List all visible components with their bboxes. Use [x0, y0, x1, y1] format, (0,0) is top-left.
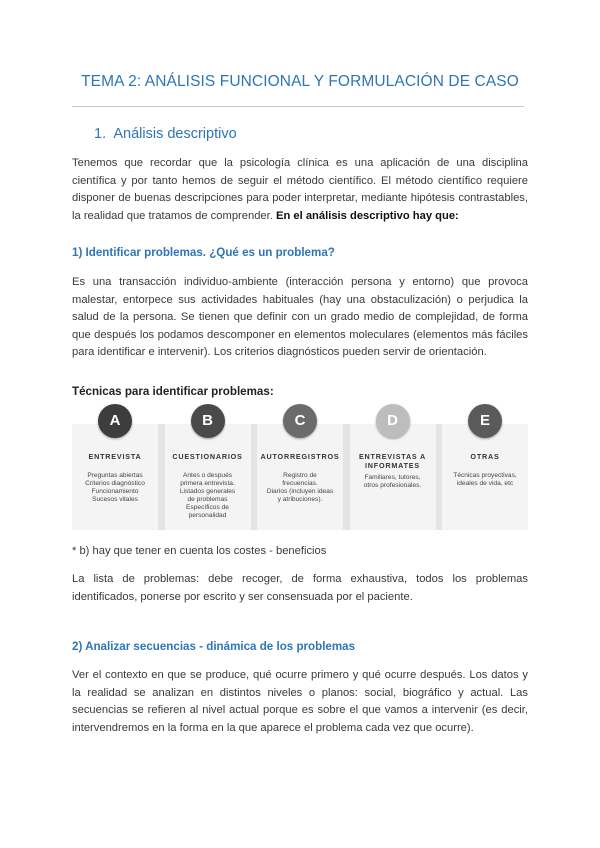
- technique-label: ENTREVISTA: [88, 452, 142, 461]
- technique-letter-badge: B: [191, 404, 225, 438]
- technique-label: CUESTIONARIOS: [172, 452, 243, 461]
- technique-letter-badge: E: [468, 404, 502, 438]
- techniques-note: * b) hay que tener en cuenta los costes - beneficios: [72, 545, 327, 557]
- document-title: TEMA 2: ANÁLISIS FUNCIONAL Y FORMULACIÓN DE CASO: [81, 73, 519, 90]
- problem-list-paragraph: La lista de problemas: debe recoger, de forma exhaustiva, todos los problemas identificados, ponerse por escrito y ser consensuada por el paciente.: [72, 573, 528, 603]
- technique-description: Familiares, tutores, otros profesionales.: [363, 474, 422, 489]
- section-title: Análisis descriptivo: [113, 126, 237, 142]
- intro-paragraph: [72, 155, 528, 225]
- subsection-2-heading: 2) Analizar secuencias - dinámica de los problemas: [72, 640, 356, 653]
- technique-description: Técnicas proyectivas, ideales de vida, etc: [453, 472, 517, 487]
- subsection-1-heading: 1) Identificar problemas. ¿Qué es un problema?: [72, 246, 335, 259]
- technique-a: [72, 412, 158, 530]
- technique-letter-badge: A: [98, 404, 132, 438]
- technique-description: Registro de frecuencias. Diarios (incluyen ideas y atribuciones).: [266, 472, 334, 503]
- technique-label: OTRAS: [470, 452, 500, 461]
- section-number: 1.: [94, 126, 107, 142]
- techniques-heading: Técnicas para identificar problemas:: [72, 385, 274, 398]
- technique-letter-badge: C: [283, 404, 317, 438]
- technique-d: [350, 412, 436, 530]
- technique-description: Antes o después primera entrevista. Listados generales de problemas Específicos de personalidad: [179, 472, 236, 519]
- subsection-2-paragraph: Ver el contexto en que se produce, qué ocurre primero y qué ocurre después. Los datos y la realidad se analizan en distintos niveles o planos: social, biográfico y actual. Las secuencias se refieren al nivel actual porque es sobre el que vamos a intervenir (es decir, intervendremos en la forma en la que aparece el problema cada vez que ocurre).: [72, 669, 528, 734]
- technique-letter-badge: D: [376, 404, 410, 438]
- section-heading: [94, 126, 237, 142]
- technique-description: Preguntas abiertas Criterios diagnóstico Funcionamiento Sucesos vitales: [85, 472, 145, 503]
- intro-text: Tenemos que recordar que la psicología clínica es una aplicación de una disciplina científica y por tanto hemos de seguir el método científico. El método científico requiere disponer de buenas descripciones para poder interpretar, mediante hipótesis contrastables, la realidad que tratamos de comprender.: [72, 157, 528, 222]
- title-divider: [72, 106, 524, 107]
- technique-label: ENTREVISTAS A INFORMATES: [358, 452, 427, 470]
- techniques-figure: [72, 412, 528, 530]
- technique-b: [165, 412, 251, 530]
- technique-e: [442, 412, 528, 530]
- technique-label: AUTORREGISTROS: [260, 452, 340, 461]
- intro-bold-text: En el análisis descriptivo hay que:: [275, 209, 459, 222]
- subsection-1-paragraph: Es una transacción individuo-ambiente (interacción persona y entorno) que provoca malestar, entorpece sus actividades habituales (hay una obstaculización) o perjudica la salud de la persona. Se tienen que definir con un grado medio de complejidad, de forma que después los podamos descomponer en elementos moleculares (elementos más fáciles para identificar e intervenir). Los criterios diagnósticos pueden servir de orientación.: [72, 276, 528, 359]
- technique-c: [257, 412, 343, 530]
